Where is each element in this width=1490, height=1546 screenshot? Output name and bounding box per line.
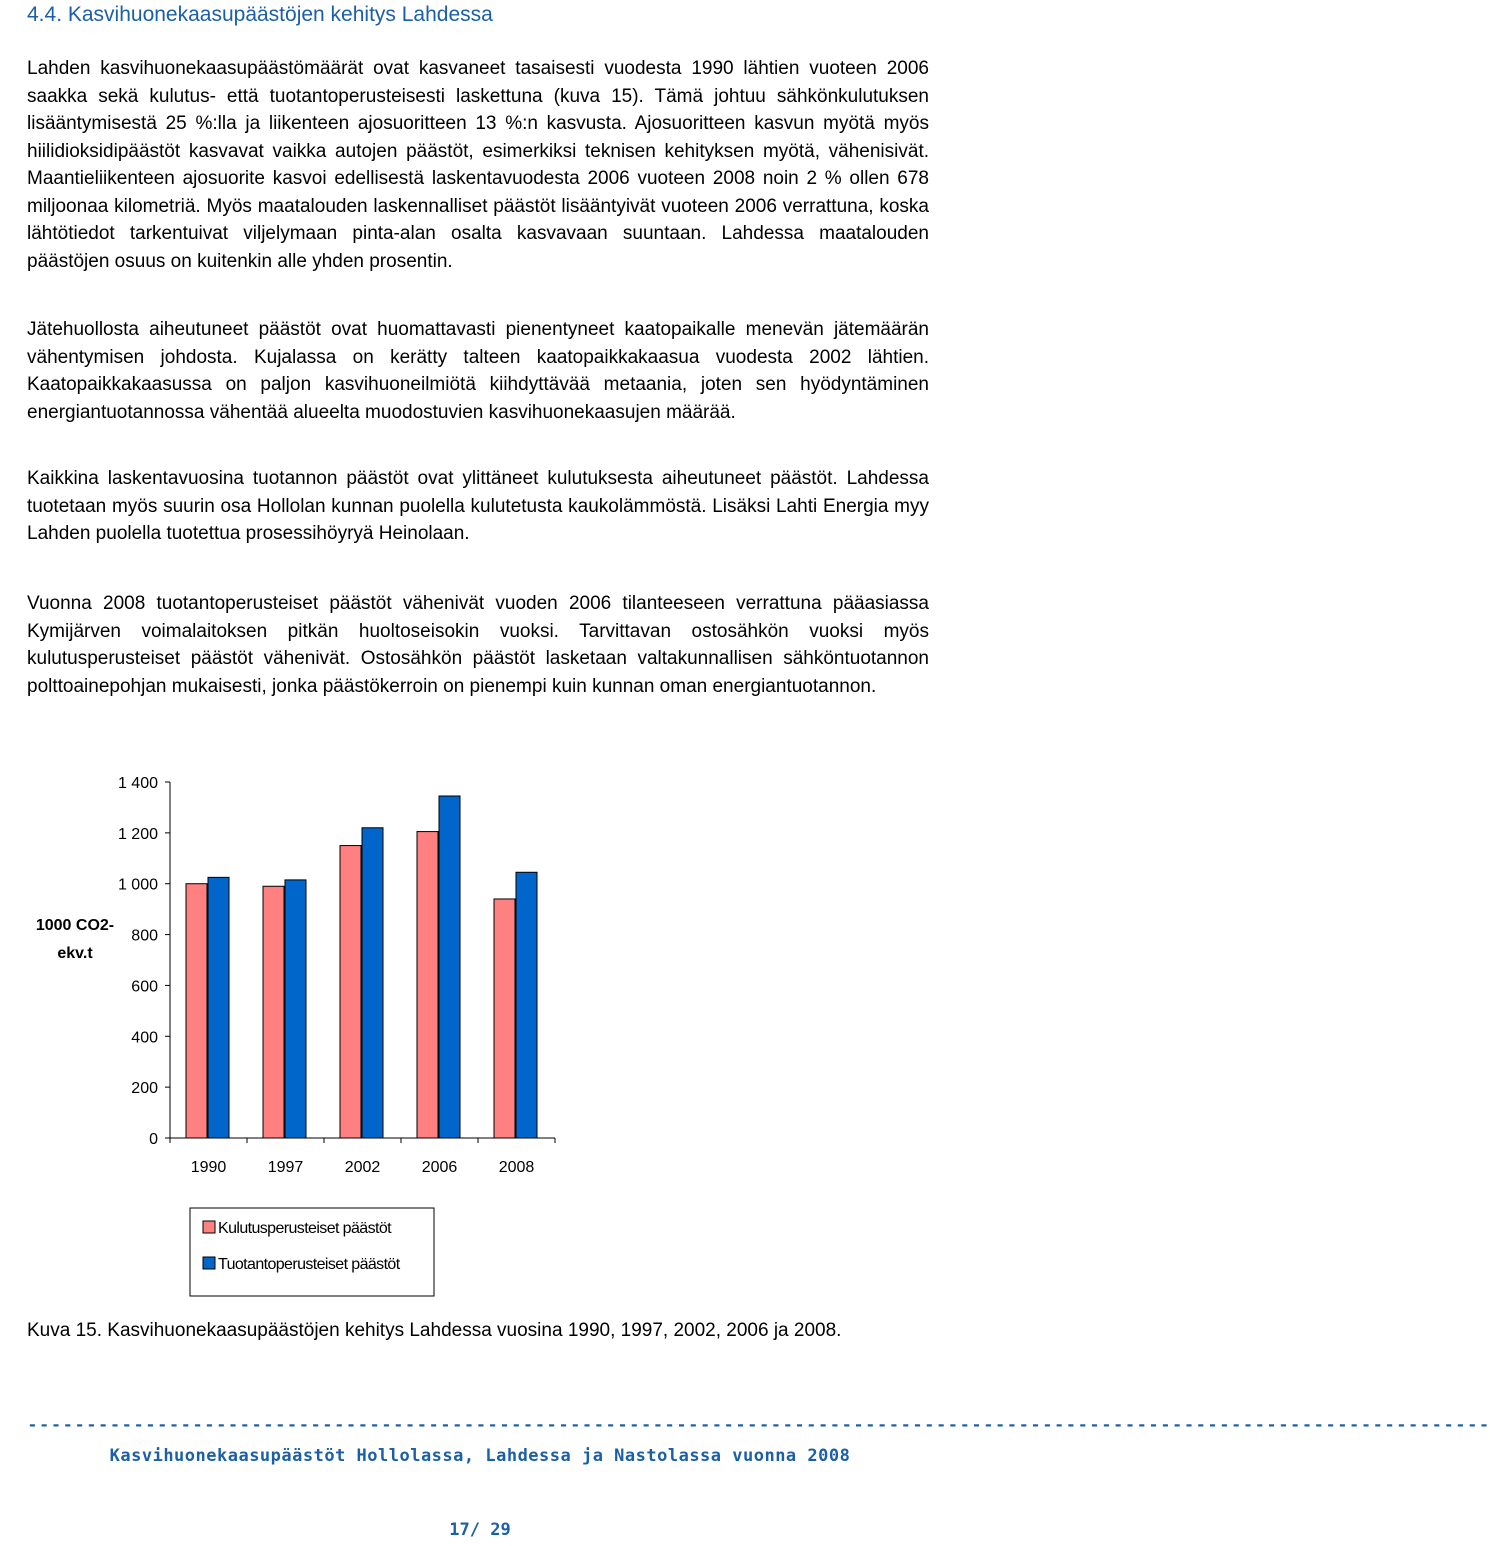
bar-kulutus-2008 bbox=[494, 899, 515, 1138]
x-tick-label: 1997 bbox=[267, 1159, 304, 1176]
footer-title: Kasvihuonekaasupäästöt Hollolassa, Lahdessa ja Nastolassa vuonna 2008 bbox=[109, 1446, 851, 1466]
footer-divider: ---------------------------------------------------------------------------------------------------------------------------- bbox=[27, 1416, 1490, 1436]
x-tick-label: 1990 bbox=[190, 1159, 227, 1176]
bar-tuotanto-1997 bbox=[285, 880, 306, 1138]
y-tick-label: 800 bbox=[131, 927, 158, 945]
bar-tuotanto-2008 bbox=[516, 872, 537, 1138]
y-tick-label: 600 bbox=[131, 978, 158, 996]
legend-swatch bbox=[203, 1221, 215, 1233]
bar-tuotanto-2006 bbox=[439, 796, 460, 1138]
x-tick-label: 2006 bbox=[421, 1159, 458, 1176]
y-tick-label: 1 400 bbox=[117, 775, 158, 792]
paragraph-2: Jätehuollosta aiheutuneet päästöt ovat huomattavasti pienentyneet kaatopaikalle menevän jätemäärän vähentymisen johdosta. Kujalassa on kerätty talteen kaatopaikkakaasua vuodesta 2002 lähtien. Kaatopaikkakaasussa on paljon kasvihuoneilmiötä kiihdyttävää metaania, joten sen hyödyntäminen energiantuotannossa vähentää alueelta muodostuvien kasvihuonekaasujen määrää. bbox=[27, 319, 929, 423]
bar-kulutus-2002 bbox=[340, 846, 361, 1138]
legend-label: Tuotantoperusteiset päästöt bbox=[218, 1256, 400, 1273]
y-tick-label: 0 bbox=[149, 1131, 158, 1148]
bar-kulutus-1990 bbox=[186, 884, 207, 1138]
legend-swatch bbox=[203, 1257, 215, 1269]
paragraph-3: Kaikkina laskentavuosina tuotannon päästöt ovat ylittäneet kulutuksesta aiheutuneet päästöt. Lahdessa tuotetaan myös suurin osa Hollolan kunnan puolella kulutetusta kaukolämmöstä. Lisäksi Lahti Energia myy Lahden puolella tuotettua prosessihöyryä Heinolaan. bbox=[27, 468, 929, 544]
paragraph-1: Lahden kasvihuonekaasupäästömäärät ovat kasvaneet tasaisesti vuodesta 1990 lähtien vuoteen 2006 saakka sekä kulutus- että tuotantoperusteisesti laskettuna (kuva 15). Tämä johtuu sähkönkulutuksen lisääntymisestä 25 %:lla ja liikenteen ajosuoritteen 13 %:n kasvusta. Ajosuoritteen kasvun myötä myös hiilidioksidipäästöt kasvavat vaikka autojen päästöt, esimerkiksi teknisen kehityksen myötä, vähenisivät. Maantieliikenteen ajosuorite kasvoi edellisestä laskentavuodesta 2006 vuoteen 2008 noin 2 % ollen 678 miljoonaa kilometriä. Myös maatalouden laskennalliset päästöt lisääntyivät vuoteen 2006 verrattuna, koska lähtötiedot tarkentuivat viljelymaan pinta-alan osalta kasvavaan suuntaan. Lahdessa maatalouden päästöjen osuus on kuitenkin alle yhden prosentin. bbox=[27, 58, 929, 272]
y-tick-label: 1 200 bbox=[117, 825, 158, 843]
y-axis-label-line2: ekv.t bbox=[57, 945, 93, 962]
y-axis-label-line1: 1000 CO2- bbox=[35, 917, 115, 934]
y-tick-label: 200 bbox=[131, 1080, 158, 1098]
y-tick-label: 400 bbox=[131, 1029, 158, 1047]
x-tick-label: 2002 bbox=[344, 1159, 381, 1176]
figure-caption: Kuva 15. Kasvihuonekaasupäästöjen kehitys Lahdessa vuosina 1990, 1997, 2002, 2006 ja 2008. bbox=[27, 1320, 842, 1341]
y-tick-label: 1 000 bbox=[117, 876, 158, 894]
page-number: 17/ 29 bbox=[449, 1520, 511, 1540]
legend-label: Kulutusperusteiset päästöt bbox=[218, 1220, 391, 1237]
bar-tuotanto-2002 bbox=[362, 828, 383, 1138]
bar-tuotanto-1990 bbox=[208, 877, 229, 1138]
section-heading: 4.4. Kasvihuonekaasupäästöjen kehitys Lahdessa bbox=[27, 3, 493, 26]
plot-area bbox=[118, 775, 555, 1176]
bar-kulutus-1997 bbox=[263, 886, 284, 1138]
chart-legend bbox=[190, 1208, 434, 1296]
emissions-bar-chart bbox=[0, 760, 960, 1320]
x-tick-label: 2008 bbox=[498, 1159, 535, 1176]
paragraph-4: Vuonna 2008 tuotantoperusteiset päästöt vähenivät vuoden 2006 tilanteeseen verrattuna pääasiassa Kymijärven voimalaitoksen pitkän huoltoseisokin vuoksi. Tarvittavan ostosähkön vuoksi myös kulutusperusteiset päästöt vähenivät. Ostosähkön päästöt lasketaan valtakunnallisen sähköntuotannon polttoainepohjan mukaisesti, jonka päästökerroin on pienempi kuin kunnan oman energiantuotannon. bbox=[27, 593, 929, 697]
bar-kulutus-2006 bbox=[417, 832, 438, 1138]
